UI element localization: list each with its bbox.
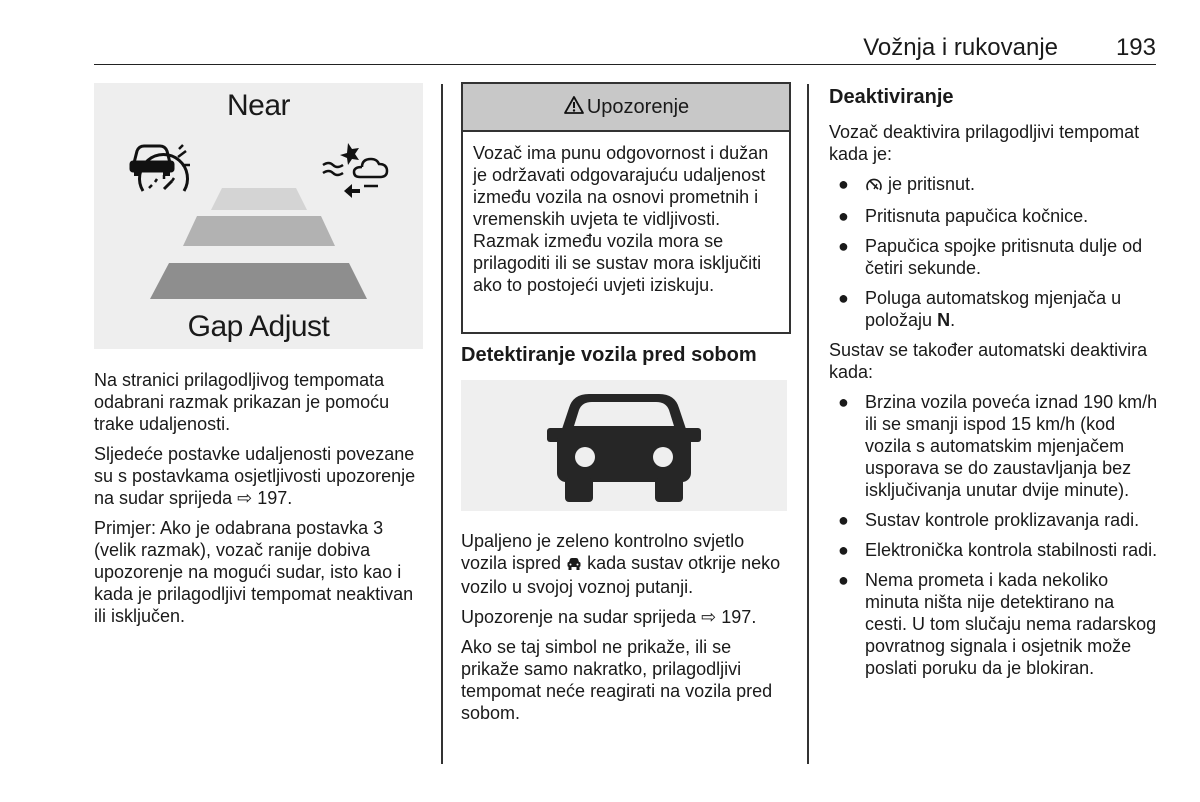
paragraph-vehicle-indicator: Upaljeno je zeleno kontrolno svjetlo vozila ispred kada sustav otkrije neko vozilo u svojoj voznoj putanji.	[461, 531, 781, 597]
paragraph-symbol-not-shown: Ako se taj simbol ne prikaže, ili se prikaže samo nakratko, prilagodljivi tempomat neće reagirati na vozila pred sobom.	[461, 637, 773, 723]
cruise-cancel-icon	[865, 175, 883, 197]
paragraph-deactivation-intro: Vozač deaktivira prilagodljivi tempomat kada je:	[829, 122, 1140, 164]
column-divider-left	[441, 84, 443, 764]
gap-adjust-figure	[94, 83, 423, 349]
warning-body: Vozač ima punu odgovornost i dužan je održavati odgovarajuću udaljenost između vozila na osnovi prometnih i vremenskih uvjeta te vidljivosti. Razmak između vozila mora se prilagoditi ili se sustav mora isključiti ako to postojeći uvjeti iziskuju.	[473, 143, 769, 295]
bullet: ●	[838, 392, 849, 412]
page-header	[94, 34, 1156, 65]
vehicle-ahead-figure	[461, 380, 787, 511]
column-1-text	[94, 369, 428, 635]
page-reference-arrow-icon: ⇨	[237, 488, 253, 508]
page-reference[interactable]: 197.	[257, 488, 293, 508]
gear-position-n: N	[937, 310, 951, 330]
list-item: ● Poluga automatskog mjenjača u položaju N.	[838, 288, 1122, 330]
paragraph-auto-deactivation-intro: Sustav se također automatski deaktivira kada:	[829, 340, 1148, 382]
heading-vehicle-detection: Detektiranje vozila pred sobom	[461, 344, 757, 366]
bullet: ●	[838, 510, 849, 530]
paragraph-example: Primjer: Ako je odabrana postavka 3 (velik razmak), vozač ranije dobiva upozorenje na mogući sudar, isto kao i kada je prilagodljivi tempomat neaktivan ili isključen.	[94, 518, 414, 626]
bullet: ●	[838, 540, 849, 560]
bullet: ●	[838, 206, 849, 226]
list-item: ● Nema prometa i kada nekoliko minuta ništa nije detektirano na cesti. U tom slučaju nema radarskog povratnog signala i osjetnik može poslati poruku da je blokiran.	[838, 570, 1157, 678]
distance-bar-large	[150, 263, 367, 299]
page-reference-arrow-icon: ⇨	[701, 607, 717, 627]
vehicle-ahead-icon	[461, 380, 787, 511]
section-title: Vožnja i rukovanje	[863, 34, 1058, 61]
gap-adjust-label: Gap Adjust	[187, 310, 330, 343]
warning-triangle-icon	[563, 84, 585, 130]
warning-header	[463, 84, 789, 132]
column-2-text	[461, 530, 791, 732]
list-item: ● Papučica spojke pritisnuta dulje od četiri sekunde.	[838, 236, 1143, 278]
list-item: ● Sustav kontrole proklizavanja radi.	[838, 510, 1140, 530]
weather-traffic-icon	[323, 143, 387, 198]
bullet: ●	[838, 236, 849, 256]
auto-deactivation-list	[829, 391, 1159, 679]
page-reference[interactable]: 197.	[721, 607, 757, 627]
paragraph-gap-display: Na stranici prilagodljivog tempomata odabrani razmak prikazan je pomoću trake udaljenosti.	[94, 370, 390, 434]
vehicle-gauge-icon	[131, 145, 190, 191]
column-divider-right	[807, 84, 809, 764]
paragraph-sensitivity: Sljedeće postavke udaljenosti povezane su s postavkama osjetljivosti upozorenje na sudar sprijeda ⇨ 197.	[94, 444, 416, 508]
column-3-text	[829, 121, 1159, 687]
list-item: ● Brzina vozila poveća iznad 190 km/h ili se smanji ispod 15 km/h (kod vozila s automatskim mjenjačem usporava se do zaustavljanja bez isključivanja unutar dvije minute).	[838, 392, 1158, 500]
near-label: Near	[226, 89, 291, 122]
paragraph-collision-ref: Upozorenje na sudar sprijeda ⇨ 197.	[461, 607, 757, 627]
page-number: 193	[1115, 34, 1156, 61]
list-item: ● Elektronička kontrola stabilnosti radi.	[838, 540, 1158, 560]
list-item: ● je pritisnut.	[829, 173, 1159, 197]
bullet: ●	[838, 570, 849, 590]
distance-bar-small	[211, 188, 307, 210]
distance-bar-medium	[183, 216, 335, 246]
warning-box	[461, 82, 791, 334]
driver-deactivation-list	[829, 173, 1159, 331]
bullet: ●	[838, 288, 849, 308]
list-item: ● Pritisnuta papučica kočnice.	[838, 206, 1089, 226]
vehicle-ahead-icon	[566, 554, 582, 576]
heading-deactivation: Deaktiviranje	[829, 86, 954, 108]
warning-title: Upozorenje	[586, 96, 690, 118]
bullet: ●	[838, 174, 849, 194]
